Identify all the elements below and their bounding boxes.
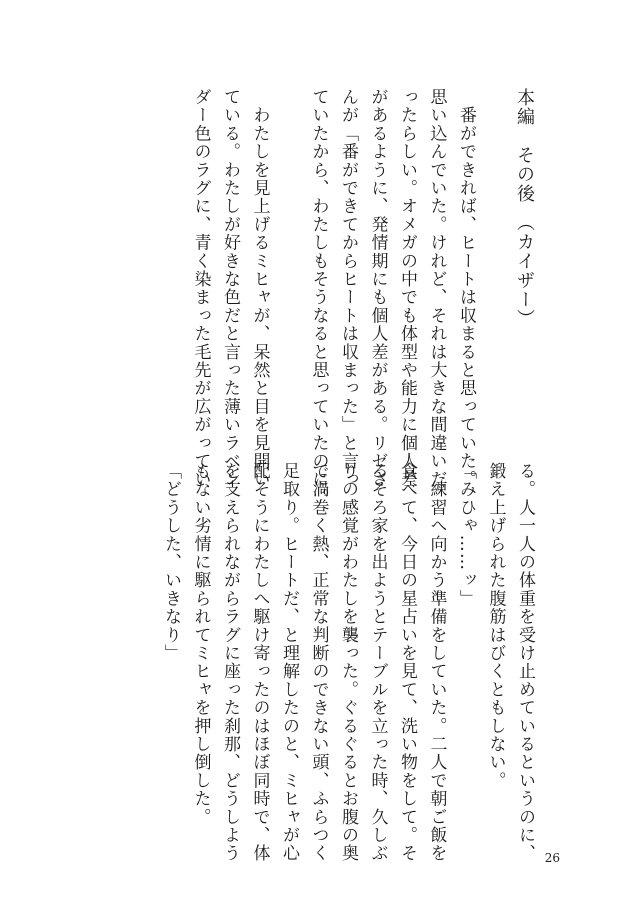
text-line: ている。わたしが好きな色だと言った薄いラベン xyxy=(220,88,240,489)
text-line: 「どうした、いきなり」 xyxy=(161,462,181,663)
text-line: 食べて、今日の星占いを見て、洗い物をして。そ xyxy=(397,462,417,863)
text-line: 足取り。ヒートだ、と理解したのと、ミヒャが心 xyxy=(279,462,299,863)
text-line: ダー色のラグに、青く染まった毛先が広がってい xyxy=(190,88,211,489)
text-line: 「みひゃ……ッ」 xyxy=(456,462,476,608)
chapter-heading: 本編 その後 （カイザー） xyxy=(514,88,535,329)
text-line: りの感覚がわたしを襲った。ぐるぐるとお腹の奥 xyxy=(338,462,358,863)
page-number: 26 xyxy=(544,851,560,865)
text-line: があるように、発情期にも個人差がある。リゼさ xyxy=(367,88,388,489)
text-line: わたしを見上げるミヒャが、呆然と目を見開い xyxy=(249,88,270,489)
text-line: もない劣情に駆られてミヒャを押し倒した。 xyxy=(190,462,211,826)
text-line: を支えられながらラグに座った刹那、どうしよう xyxy=(220,462,240,863)
paragraph-spacer xyxy=(274,88,304,448)
text-line: で渦巻く熱、正常な判断のできない頭、ふらつく xyxy=(308,462,329,863)
upper-text-block xyxy=(185,88,539,507)
text-line: 配そうにわたしへ駆け寄ったのはほぼ同時で、体 xyxy=(249,462,270,863)
lower-text-block xyxy=(156,462,540,863)
text-line: 練習へ向かう準備をしていた。二人で朝ご飯を xyxy=(426,462,447,863)
text-line: ったらしい。オメガの中でも体型や能力に個人差 xyxy=(397,88,417,489)
heading-spacer xyxy=(480,88,510,448)
text-line: ろそろ家を出ようとテーブルを立った時、久しぶ xyxy=(367,462,388,863)
text-line: んが「番ができてからヒートは収まった」と言っ xyxy=(338,88,358,489)
text-line: ていたから、わたしもそうなると思っていたのに。 xyxy=(308,88,329,507)
text-line: 思い込んでいた。けれど、それは大きな間違いだ xyxy=(426,88,447,489)
text-line: 番ができれば、ヒートは収まると思っていた。 xyxy=(456,88,476,489)
text-line: 鍛え上げられた腹筋はびくともしない。 xyxy=(485,462,506,790)
text-line: る。人一人の体重を受け止めているというのに、 xyxy=(515,462,535,863)
